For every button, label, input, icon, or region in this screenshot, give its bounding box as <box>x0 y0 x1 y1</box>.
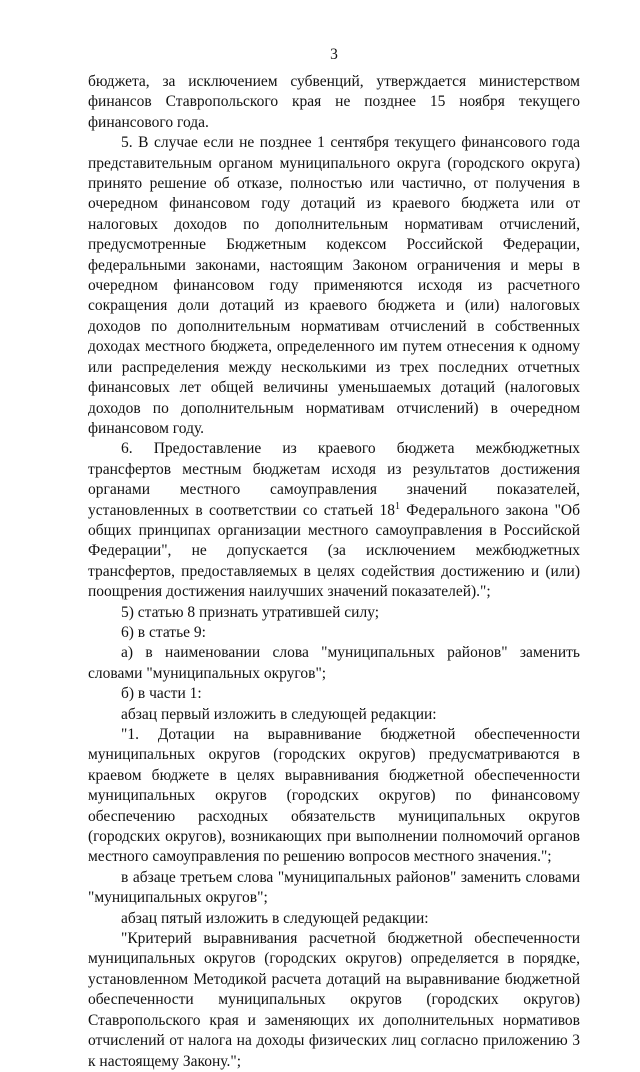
paragraph-item-6-text-before: 6. Предоставление из краевого бюджета межбюджетных трансфертов местным бюджетам исходя из результатов достижения органами местного самоуправления значений показателей, установленных в соответствии со статьей 18 <box>88 440 580 519</box>
paragraph-continuation: бюджета, за исключением субвенций, утверждается министерством финансов Ставропольского края не позднее 15 ноября текущего финансового года. <box>88 73 580 131</box>
paragraph-first-abzac: абзац первый изложить в следующей редакции: <box>121 705 437 723</box>
paragraph-item-6 <box>88 439 580 602</box>
paragraph-subitem-5: 5) статью 8 признать утратившей силу; <box>121 603 380 621</box>
superscript-article-number: 1 <box>394 500 400 512</box>
paragraph-quote-1: "1. Дотации на выравнивание бюджетной обеспеченности муниципальных округов (городских округов) предусматриваются в краевом бюджете в целях выравнивания бюджетной обеспеченности муниципальных округов (городских округов) по финансовому обеспечению расходных обязательств муниципальных округов (городских округов), возникающих при выполнении полномочий органов местного самоуправления по решению вопросов местного значения."; <box>88 726 580 866</box>
paragraph-item-5: 5. В случае если не позднее 1 сентября текущего финансового года представительным органом муниципального округа (городского округа) принято решение об отказе, полностью или частично, от получения в очередном финансовом году дотаций из краевого бюджета или от налоговых доходов по дополнительным нормативам отчислений, предусмотренные Бюджетным кодексом Российской Федерации, федеральными законами, настоящим Законом ограничения и меры в очередном финансовом году применяются исходя из расчетного сокращения доли дотаций из краевого бюджета и (или) налоговых доходов по дополнительным нормативам отчислений в собственных доходах местного бюджета, определенного им путем отнесения к одному или распределения между несколькими из трех последних отчетных финансовых лет общей величины уменьшаемых дотаций (налоговых доходов по дополнительным нормативам отчислений) в очередном финансовом году. <box>88 134 580 437</box>
paragraph-item-6-text-after: Федерального закона "Об общих принципах организации местного самоуправления в Российской Федерации", не допускается (за исключением межбюджетных трансфертов, предоставляемых в целях содействия достижению и (или) поощрения достижения наилучших значений показателей)."; <box>88 501 580 601</box>
page-number: 3 <box>330 46 338 63</box>
paragraph-fifth-abzac: абзац пятый изложить в следующей редакции: <box>121 909 429 927</box>
paragraph-quote-criterion: "Критерий выравнивания расчетной бюджетной обеспеченности муниципальных округов (городских округов) определяется в порядке, установленном Методикой расчета дотаций на выравнивание бюджетной обеспеченности муниципальных округов (городских округов) Ставропольского края и заменяющих их дополнительных нормативов отчислений от налога на доходы физических лиц согласно приложению 3 к настоящему Закону."; <box>88 930 580 1070</box>
paragraph-subitem-b: б) в части 1: <box>121 685 202 703</box>
paragraph-subitem-a: а) в наименовании слова "муниципальных районов" заменить словами "муниципальных округов"; <box>88 644 580 682</box>
paragraph-third-abzac: в абзаце третьем слова "муниципальных районов" заменить словами "муниципальных округов"; <box>88 868 580 907</box>
paragraph-subitem-6: 6) в статье 9: <box>121 623 206 641</box>
